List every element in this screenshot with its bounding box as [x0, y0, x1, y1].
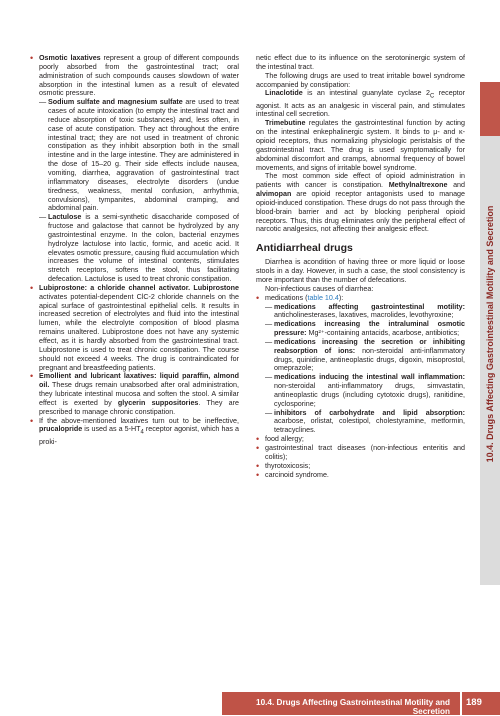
- paragraph-opioid: [256, 172, 465, 234]
- list-item: • gastrointestinal tract diseases (non-infectious enteritis and colitis);: [256, 444, 465, 462]
- term: medications inducing the intestinal wall inflammation:: [274, 373, 465, 382]
- list-item: • food allergy;: [256, 435, 465, 444]
- list-item: [265, 409, 465, 436]
- text: non-steroidal anti-inflammatory drugs, quinidine, antineoplastic drugs, digoxin, misoprostol, omeprazole;: [274, 346, 465, 373]
- subscript: C: [429, 93, 435, 100]
- medications-sublist: [265, 303, 465, 436]
- causes-list: [256, 294, 465, 480]
- text: activates potential-dependent ClC-2 chloride channels on the apical surface of gastrointestinal epithelial cells. It results in increased secretion of electrolytes and fluid into the intestinal lumen, while the electrolyte composition of blood plasma remains unaltered. Lubiprostone does not have any systemic effect, as it is hardly absorbed from the gastrointestinal tract. Lubiprostone is used to treat chronic constipation. The course should not exceed 4 weeks. The drug is contraindicated for pregnant and breastfeeding patients.: [39, 292, 239, 372]
- text: If the above-mentioned laxatives turn out to be ineffective,: [39, 416, 239, 425]
- bullet-prucalopride: [30, 417, 239, 447]
- page-footer: [222, 692, 500, 715]
- bullet-osmotic-laxatives: [30, 54, 239, 284]
- term: medications increasing the intraluminal osmotic pressure:: [274, 320, 465, 338]
- dash-lactulose: [39, 213, 239, 284]
- paragraph: The following drugs are used to treat irritable bowel syndrome accompanied by constipation:: [256, 71, 465, 89]
- paragraph: netic effect due to its influence on the serotoninergic system of the intestinal tract.: [256, 54, 465, 71]
- term-linaclotide: Linaclotide: [265, 89, 303, 98]
- text: anticholinesterases, laxatives, macrolides, levothyroxine;: [274, 311, 454, 320]
- dash-sodium-sulfate: [39, 98, 239, 213]
- text: is a semi-synthetic disaccharide composed of fructose and galactose that cannot be hydrolyzed by any gastrointestinal enzyme. In the colon, bacterial enzymes hydrolyze lactulose into lactic, formic, and acetic acid. It elevates osmotic pressure, causing fluid accumulation which increases the volume of intestinal contents, stimulates stretch receptors, softens the stool, thus facilitating defecation. Lactulose is used to treat chronic constipation.: [48, 213, 239, 284]
- term-emollient: Emollient and lubricant laxatives: liquid paraffin, almond oil.: [39, 372, 239, 390]
- list-item: [265, 338, 465, 373]
- chapter-side-tab: [480, 82, 500, 585]
- left-column: [30, 54, 239, 447]
- term-lubiprostone: Lubiprostone: [193, 283, 240, 292]
- footer-title: 10.4. Drugs Affecting Gastrointestinal Motility and Secretion: [256, 698, 450, 716]
- text: are used to treat cases of acute intoxication (to empty the intestinal tract and reduce absorption of toxic substances) and, less often, in case of acute constipation. They act throughout the entire intestinal tract; they are not used in treatment of chronic constipation as they inhibit absorption both in the small intestine and in the large intestine. They are administered in the dose of 15–20 g. Their side effects include nausea, vomiting, diarrhea, aggravation of gastrointestinal tract inflammatory diseases, electrolyte disorders (undue tiredness, weakness, mental confusion, arrhythmia, convulsions), tympanites, abdominal cramping, and abdominal pain.: [48, 98, 240, 213]
- side-tab-accent: [480, 82, 500, 136]
- paragraph-trimebutine: [256, 119, 465, 172]
- bullet-lubiprostone: [30, 284, 239, 372]
- table-link[interactable]: table 10.4: [307, 293, 339, 302]
- list-item: • carcinoid syndrome.: [256, 471, 465, 480]
- text: receptor agonist, which has a proki-: [39, 425, 239, 446]
- term-lubiprostone-heading: Lubiprostone: a chloride channel activator.: [39, 283, 191, 292]
- section-heading: Antidiarrheal drugs: [256, 242, 353, 255]
- term-lactulose: Lactulose: [48, 213, 82, 222]
- term: medications increasing the secretion or inhibiting reabsorption of ions:: [274, 337, 465, 355]
- term-osmotic-laxatives: Osmotic laxatives: [39, 54, 101, 62]
- term-alvimopan: alvimopan: [256, 190, 292, 199]
- text: medications (: [265, 293, 308, 302]
- paragraph: Non-infectious causes of diarrhea:: [265, 284, 374, 293]
- side-tab-label: 10.4. Drugs Affecting Gastrointestinal Motility and Secretion: [485, 205, 495, 462]
- text: These drugs remain unabsorbed after oral administration, they lubricate intestinal mucosa and soften the stool. A similar effect is exerted by: [39, 381, 239, 407]
- text: regulates the gastrointestinal function by acting on the intestinal enkephalinergic system. It binds to μ- and κ- opioid receptors, thus normalizing physiologic peristalsis of the gastrointestinal tract. The drug is used symptomatically for abdominal discomfort and cramps, abnormal frequency of bowel movements, and signs of irritable bowel syndrome.: [256, 119, 465, 172]
- footer-divider: [460, 692, 462, 715]
- text: is used as a 5-HT: [82, 425, 141, 434]
- list-item: [265, 303, 465, 321]
- text: represent a group of different compounds poorly absorbed from the gastrointestinal tract; oral administration of such compounds causes slowdown of water absorption in the intestinal lumen as a result of elevated osmotic pressure.: [39, 54, 239, 98]
- text: The most common side effect of opioid administration in patients with cancer is constipation.: [256, 172, 465, 190]
- text: acarbose, orlistat, colestipol, cholestyramine, metformin, tetracyclines.: [274, 417, 465, 435]
- bullet-emollient: [30, 372, 239, 416]
- list-item: [265, 320, 465, 338]
- text: receptor agonist. It acts as an analgesic in visceral pain, and stimulates intestinal cell secretion.: [256, 89, 465, 119]
- text: is an intestinal guanylate cyclase 2: [302, 89, 430, 98]
- text: are opioid receptor antagonists used to manage opioid-induced constipation. These drugs do not pass through the blood-brain barrier and act by blocking peripheral opioid receptors. Thus, this drug eliminates only the peripheral effect of narcotic analgesics, not affecting their analgesic effect.: [256, 190, 465, 234]
- list-item: • thyrotoxicosis;: [256, 462, 465, 471]
- term: medications affecting gastrointestinal motility:: [274, 302, 465, 311]
- list-item: [265, 373, 465, 408]
- text: Mg²⁺-containing antacids, acarbose, antibiotics;: [306, 329, 460, 338]
- text: and: [447, 181, 465, 190]
- term-trimebutine: Trimebutine: [265, 119, 306, 128]
- text: ):: [338, 293, 344, 302]
- right-column: [256, 54, 465, 479]
- term-sodium-sulfate: Sodium sulfate and magnesium sulfate: [48, 98, 183, 107]
- term-methylnaltrexone: Methylnaltrexone: [388, 181, 448, 190]
- text: non-steroidal anti-inflammatory drugs, simvastatin, antineoplastic drugs (including cytotoxic drugs), ranitidine, cyclosporine;: [274, 382, 465, 408]
- list-item-medications: [256, 294, 465, 436]
- text: . They are prescribed to manage chronic constipation.: [39, 398, 239, 416]
- subscript: 4: [140, 429, 144, 436]
- paragraph: Diarrhea is acondition of having three or more liquid or loose stools in a day. However, in such a case, the stool consistency is more important than the number of defecations.: [256, 258, 465, 284]
- page-number: 189: [466, 697, 482, 708]
- term: inhibitors of carbohydrate and lipid absorption:: [274, 408, 465, 417]
- paragraph-linaclotide: [256, 89, 465, 119]
- term-prucalopride: prucalopride: [39, 425, 83, 434]
- term-glycerin: glycerin suppositories: [117, 398, 199, 407]
